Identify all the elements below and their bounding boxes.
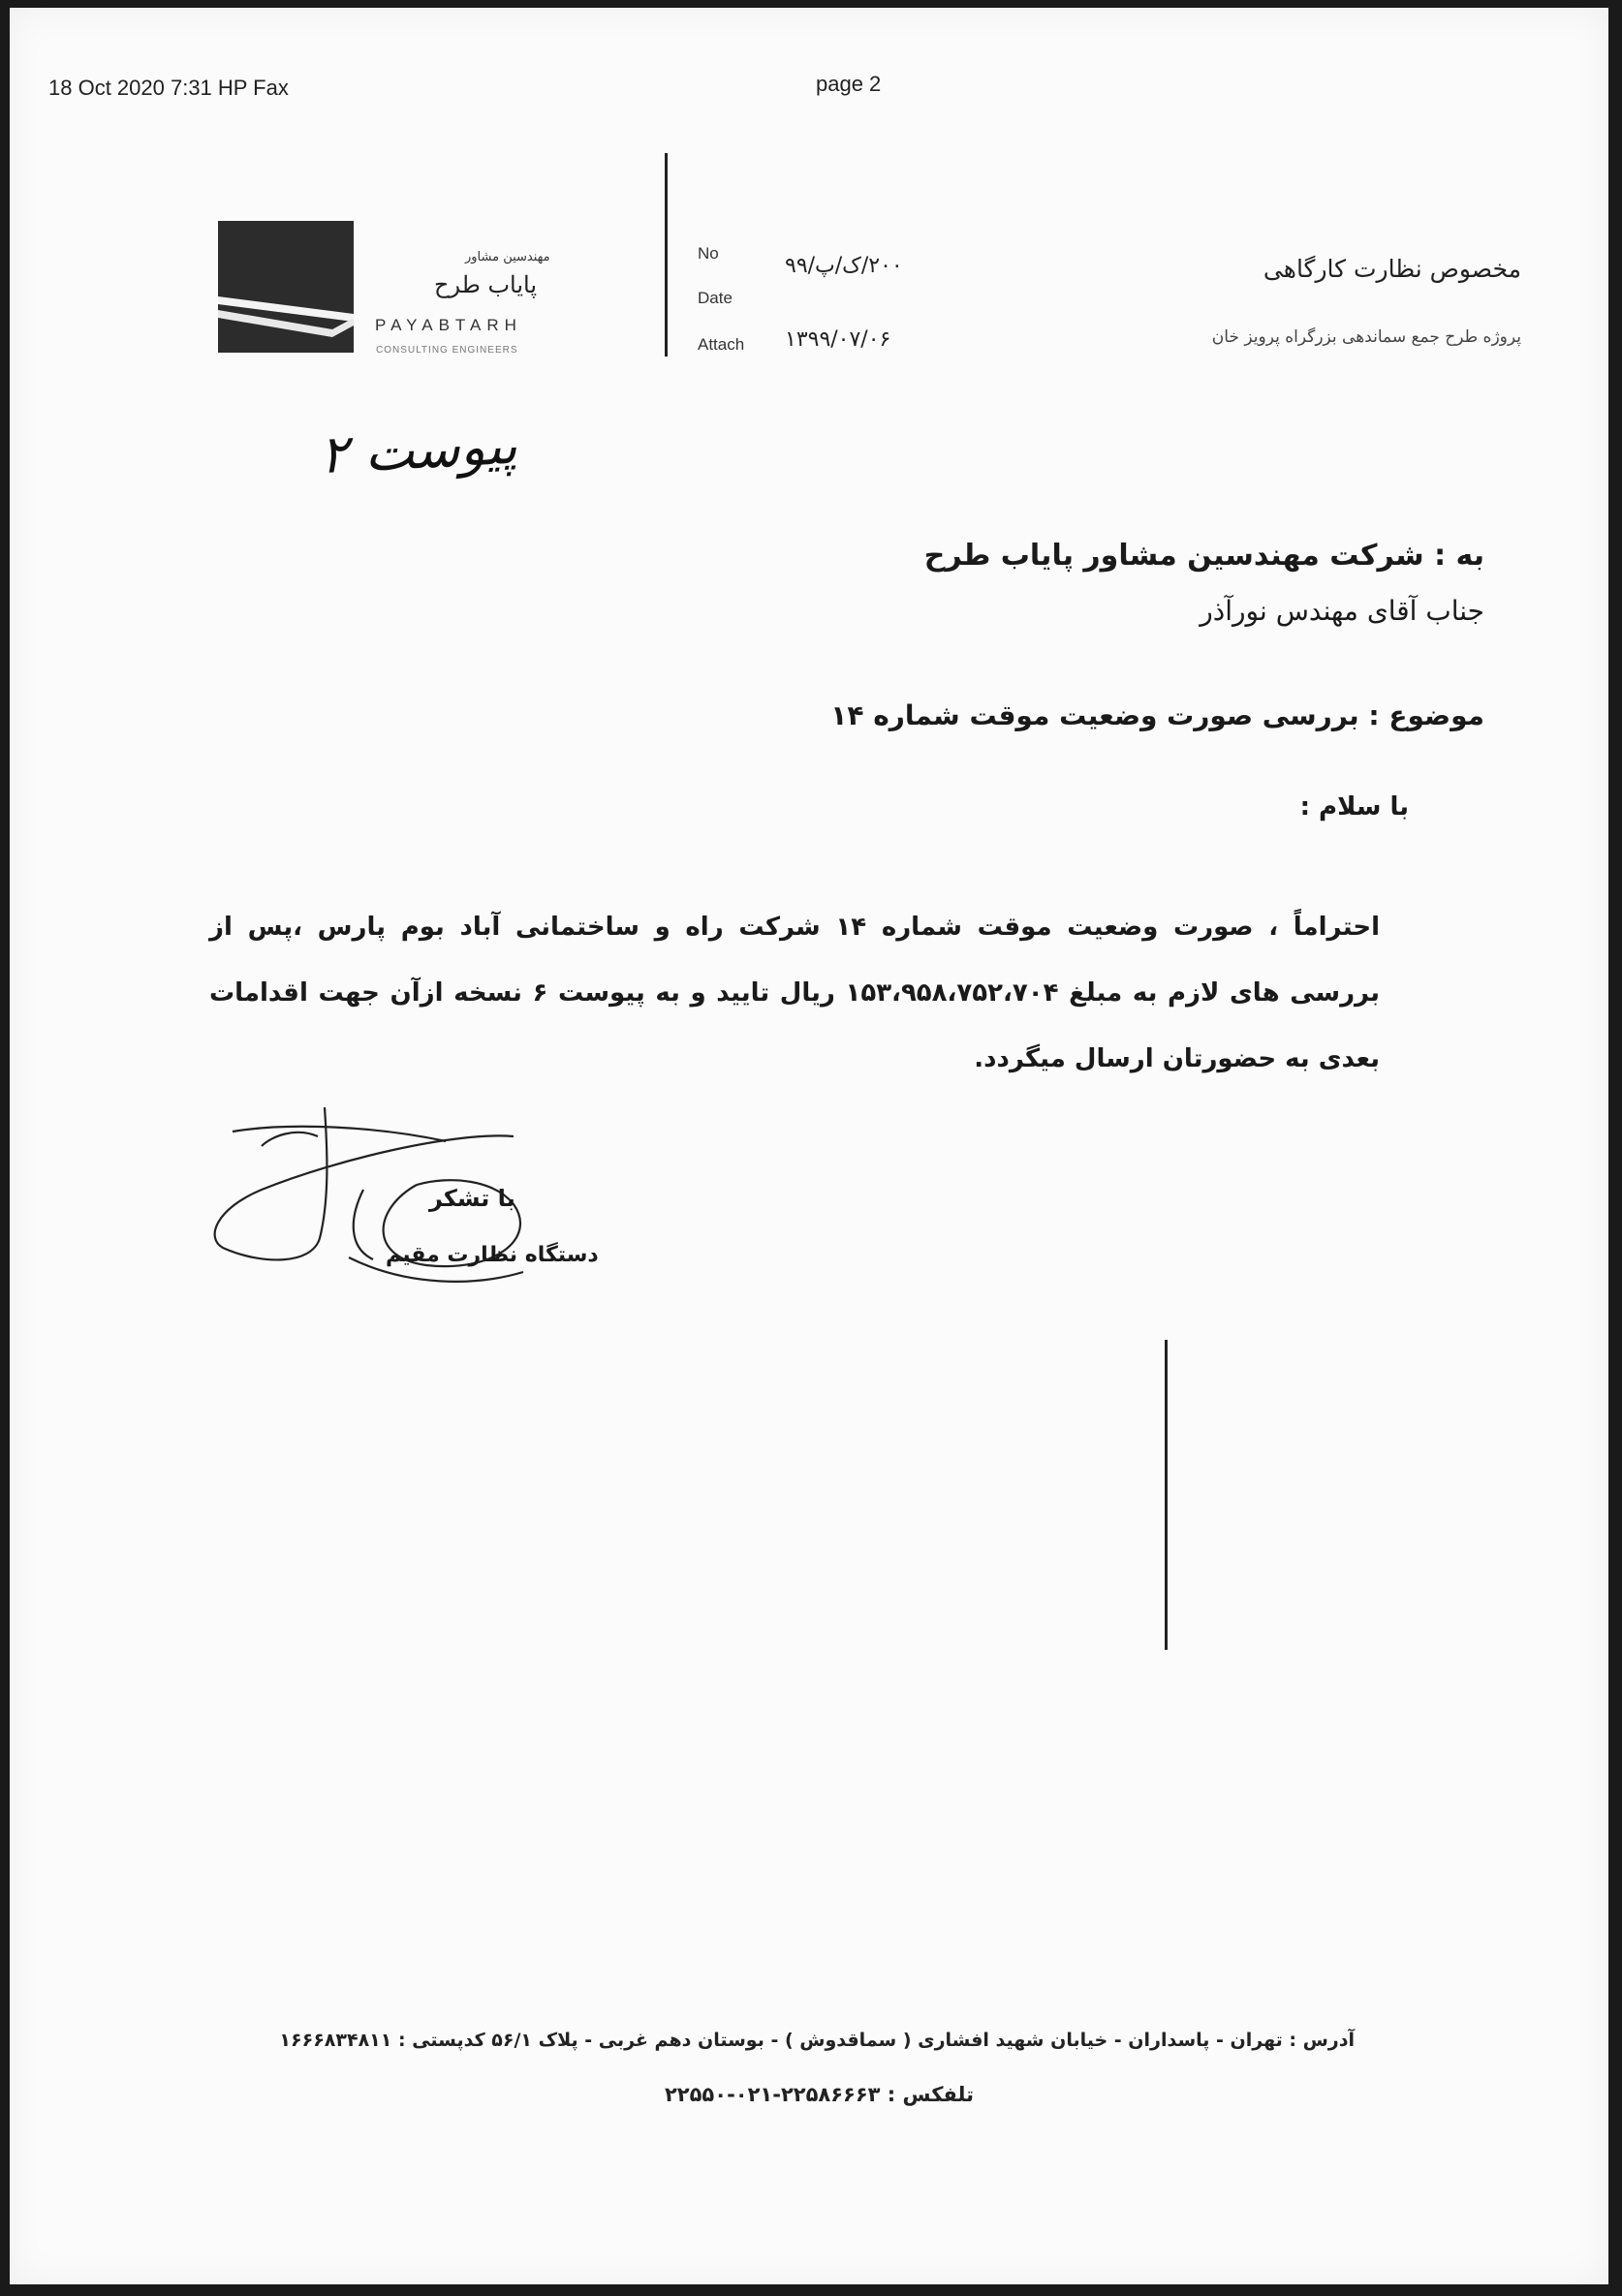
header-classification: مخصوص نظارت کارگاهی [1263,255,1521,283]
date-label: Date [698,289,733,307]
letter-date: ۱۳۹۹/۰۷/۰۶ [785,327,891,352]
logo-name-en: PAYABTARH [375,316,522,334]
letter-number: ۲۰۰/ک/پ/۹۹ [785,254,903,278]
footer-address: آدرس : تهران - پاسداران - خیابان شهید افشاری ( سماقدوش ) - بوستان دهم غربی - پلاک ۵۶/۱ کدپستی : ۱۶۶۶۸۳۴۸۱۱ [279,2030,1355,2051]
attention-line: جناب آقای مهندس نورآذر [1200,595,1484,627]
handwritten-annotation: پیوست ۲ [318,414,519,486]
logo-name-fa: پاياب طرح [434,271,538,298]
project-name: پروژه طرح جمع سماندهی بزرگراه پرویز خان [1211,327,1521,347]
margin-line [1165,1340,1168,1650]
fax-page-number: page 2 [816,72,882,96]
signatory: دستگاه نظارت مقیم [386,1243,599,1267]
company-logo-icon [218,221,354,353]
footer-phone: تلفکس : ۲۲۵۸۶۶۶۳-۰۲۱-۲۲۵۵۰ [664,2083,974,2106]
logo-subtitle-en: CONSULTING ENGINEERS [376,345,518,356]
recipient: به : شرکت مهندسین مشاور پایاب طرح [923,539,1484,573]
no-label: No [698,244,719,263]
subject-line: موضوع : بررسی صورت وضعیت موقت شماره ۱۴ [830,699,1484,731]
fax-page [10,8,1608,2284]
letter-body: احتراماً ، صورت وضعیت موقت شماره ۱۴ شرکت راه و ساختمانی آباد بوم پارس ،پس از بررسی های لازم به مبلغ ۱۵۳،۹۵۸،۷۵۲،۷۰۴ ریال تایید و به پیوست ۶ نسخه ازآن جهت اقدامات بعدی به حضورتان ارسال میگردد. [209,913,1380,1073]
fax-timestamp: 18 Oct 2020 7:31 HP Fax [48,76,289,100]
attach-label: Attach [698,335,745,354]
closing-thanks: با تشکر [429,1185,515,1212]
header-divider [665,153,668,357]
logo-subtitle-fa: مهندسین مشاور [465,250,550,264]
greeting: با سلام : [1299,792,1409,822]
